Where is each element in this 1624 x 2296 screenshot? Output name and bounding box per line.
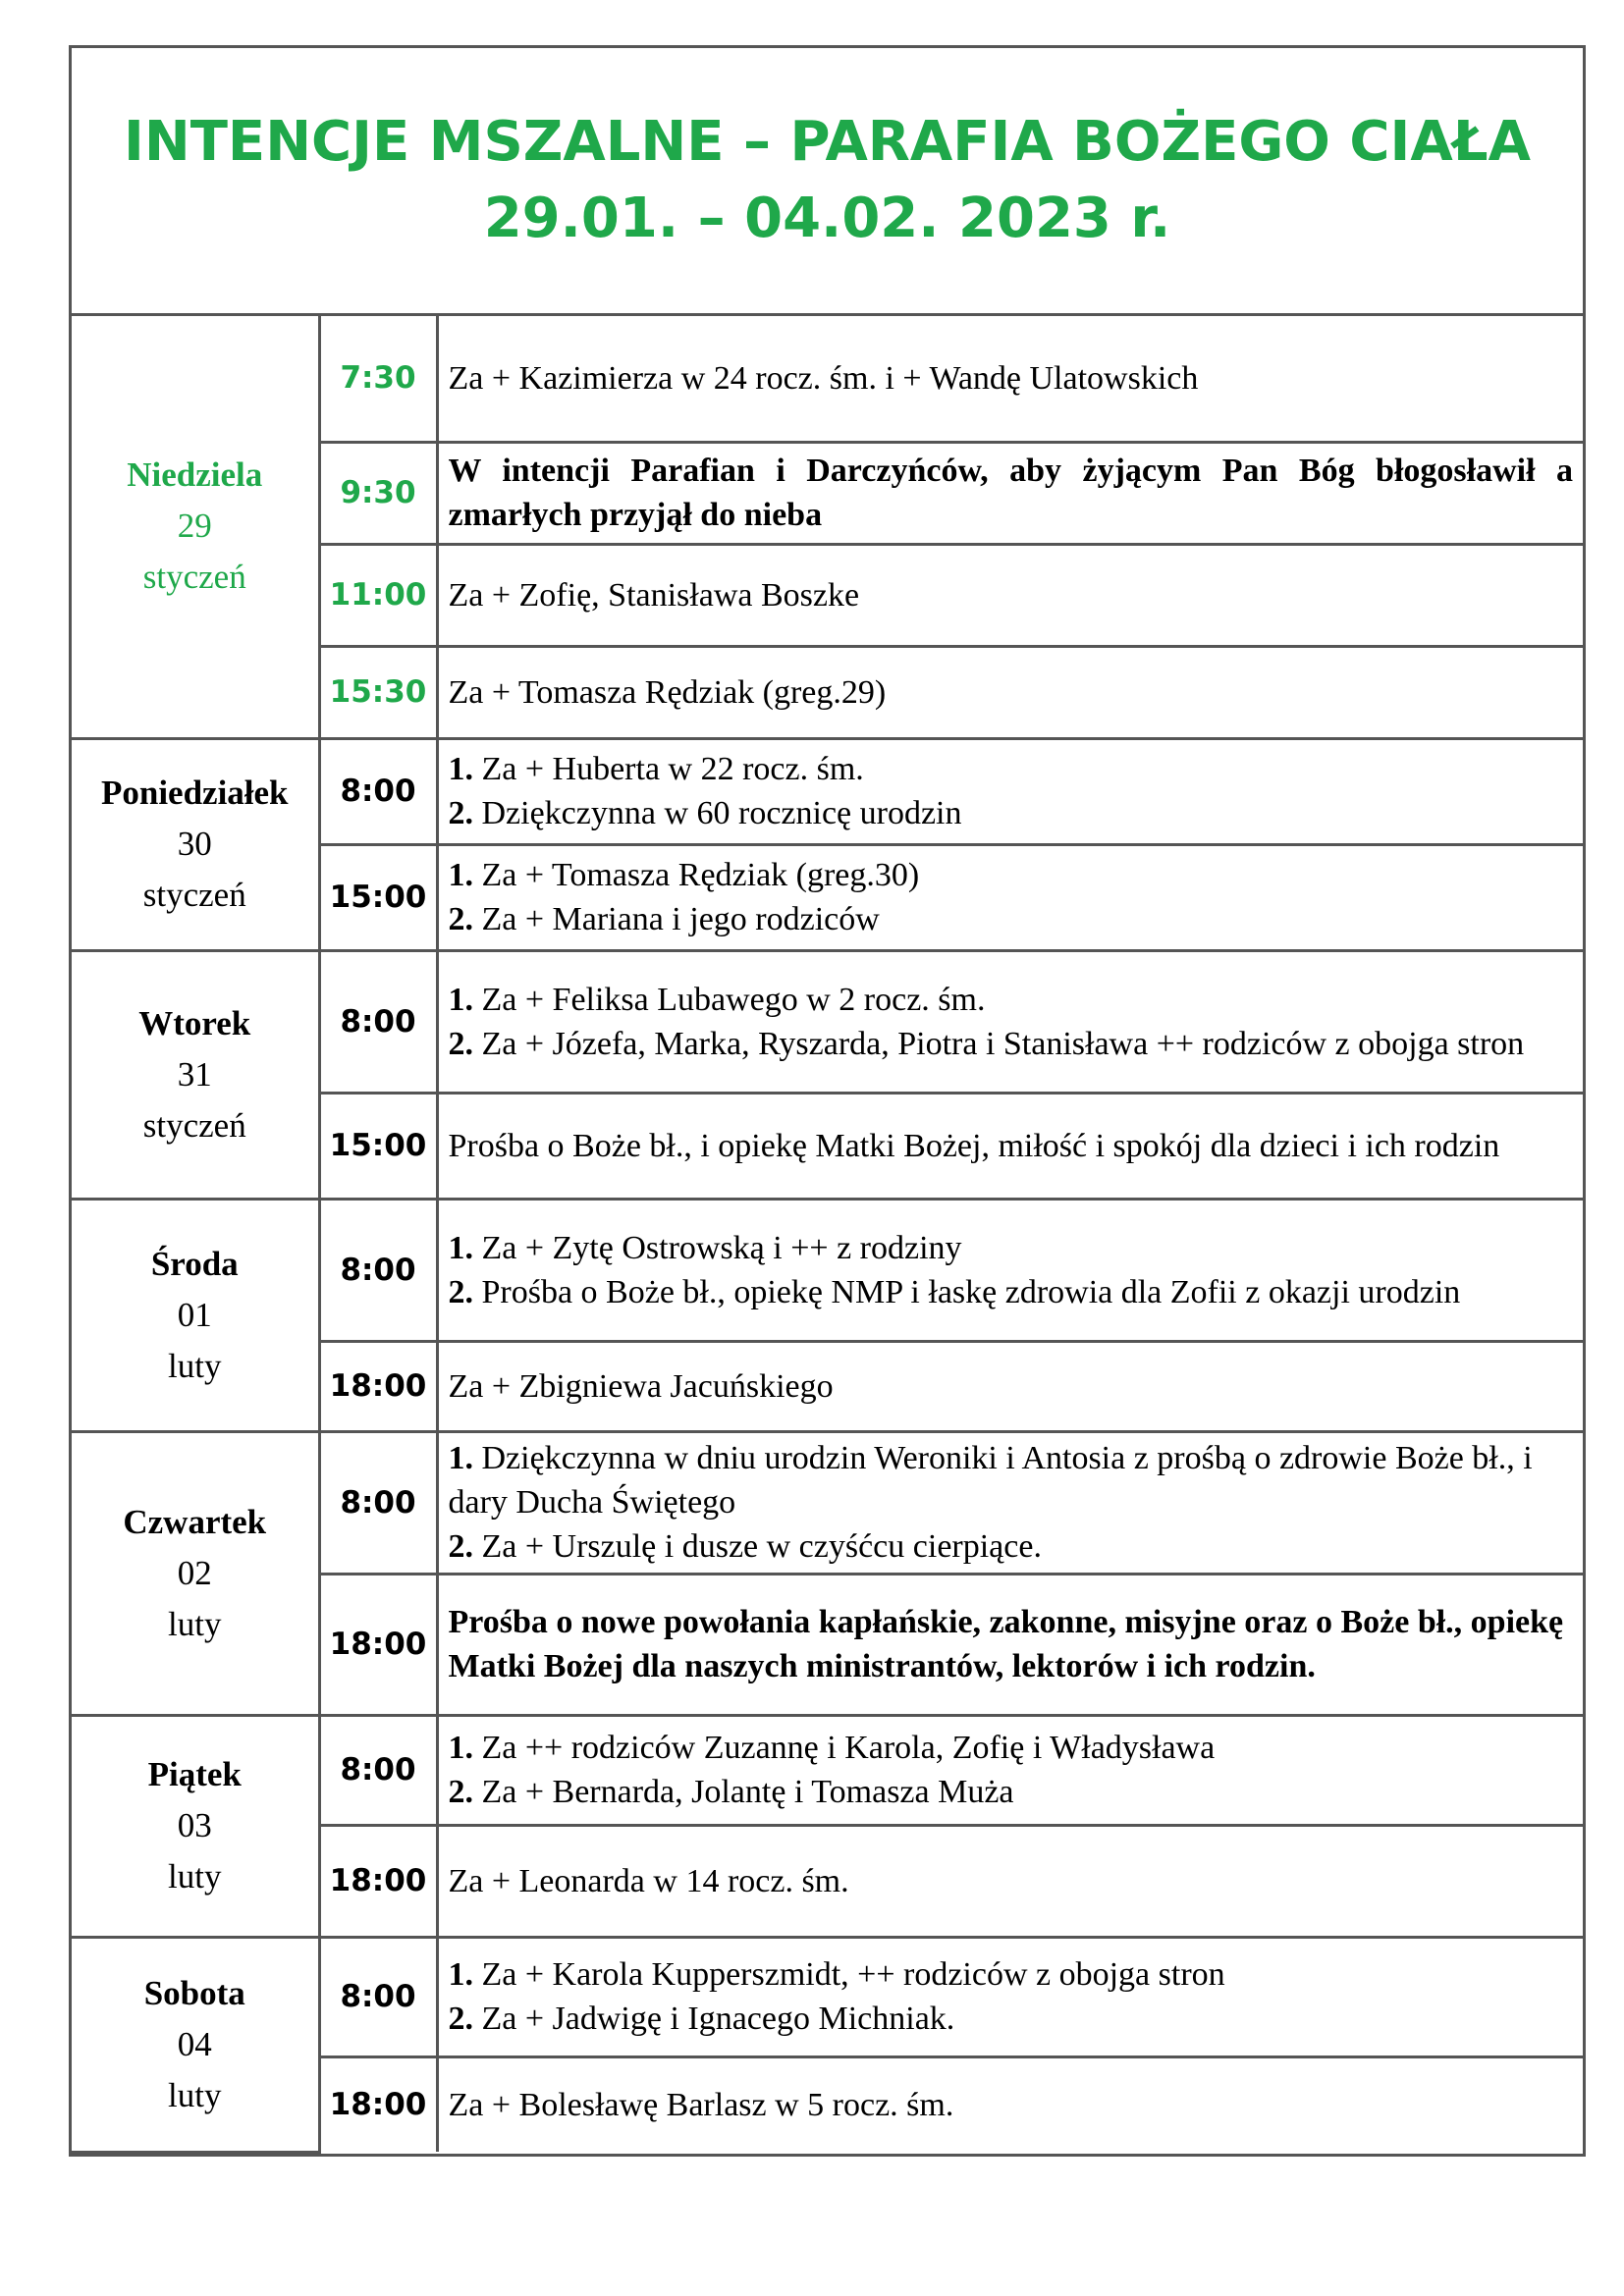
intention xyxy=(437,316,1583,442)
intention xyxy=(437,2056,1583,2152)
mass-time: 15:00 xyxy=(319,844,437,950)
mass-row xyxy=(72,738,1583,844)
intention-line xyxy=(449,1524,1574,1569)
intention xyxy=(437,544,1583,646)
day-cell-niedziela xyxy=(72,316,319,738)
day-month: styczeń xyxy=(142,1105,246,1145)
intention-text: Za + Tomasza Rędziak (greg.30) xyxy=(481,857,920,893)
day-number: 03 xyxy=(177,1806,212,1844)
day-name: Środa xyxy=(150,1244,239,1283)
intention-line xyxy=(449,791,1574,835)
day-month: styczeń xyxy=(142,558,246,597)
mass-row xyxy=(72,1937,1583,2056)
intention-text: Za + Feliksa Lubawego w 2 rocz. śm. xyxy=(481,981,986,1018)
day-month: luty xyxy=(168,1857,222,1896)
intention-number: 1. xyxy=(448,751,473,787)
intention-line xyxy=(449,1226,1574,1270)
intention-text: Prośba o Boże bł., i opiekę Matki Bożej, miłość i spokój dla dzieci i ich rodzin xyxy=(448,1127,1500,1164)
intention-line xyxy=(449,1270,1574,1314)
intention-line xyxy=(449,747,1574,791)
intention-text: Za + Zbigniewa Jacuńskiego xyxy=(448,1367,834,1405)
mass-time: 18:00 xyxy=(319,2056,437,2152)
mass-time: 18:00 xyxy=(319,1574,437,1715)
intention-number: 1. xyxy=(448,1229,473,1266)
intention xyxy=(437,1199,1583,1341)
intention-number: 1. xyxy=(448,1440,473,1476)
title-box xyxy=(72,48,1583,316)
day-month: luty xyxy=(168,2075,222,2114)
intention-text: W intencji Parafian i Darczyńców, aby żyjącym Pan Bóg błogosławił a zmarłych przyjął do nieba xyxy=(448,453,1573,533)
day-name: Sobota xyxy=(143,1973,245,2012)
intention-number: 2. xyxy=(448,1025,473,1062)
intention xyxy=(437,1574,1583,1715)
intention xyxy=(437,738,1583,844)
intention-line xyxy=(449,1997,1574,2041)
mass-time: 11:00 xyxy=(319,544,437,646)
intention-line xyxy=(449,1952,1574,1997)
intention xyxy=(437,1341,1583,1431)
intention-text: Za + Karola Kupperszmidt, ++ rodziców z obojga stron xyxy=(481,1956,1225,1993)
mass-time: 8:00 xyxy=(319,1715,437,1825)
day-number: 01 xyxy=(177,1295,212,1334)
intention-number: 2. xyxy=(448,901,473,937)
mass-row xyxy=(72,316,1583,442)
intention-line xyxy=(449,978,1574,1022)
intention-line xyxy=(449,1022,1574,1066)
intention-text: Za + Huberta w 22 rocz. śm. xyxy=(481,751,864,787)
mass-time: 15:30 xyxy=(319,646,437,738)
mass-time: 18:00 xyxy=(319,1825,437,1937)
day-number: 02 xyxy=(177,1553,212,1592)
intention-text: Za + Leonarda w 14 rocz. śm. xyxy=(448,1862,849,1899)
intention xyxy=(437,1937,1583,2056)
intention xyxy=(437,950,1583,1093)
intention-number: 2. xyxy=(448,795,473,831)
intention xyxy=(437,844,1583,950)
intention-number: 1. xyxy=(448,1730,473,1766)
page-title: INTENCJE MSZALNE – PARAFIA BOŻEGO CIAŁA xyxy=(124,110,1531,174)
intentions-sheet xyxy=(69,45,1586,2157)
mass-time: 9:30 xyxy=(319,442,437,544)
intention-text: Za + Zofię, Stanisława Boszke xyxy=(448,576,860,614)
day-cell-piatek xyxy=(72,1715,319,1937)
intention-line xyxy=(449,1770,1574,1814)
intention-number: 2. xyxy=(448,2001,473,2037)
intention-number: 1. xyxy=(448,857,473,893)
mass-time: 8:00 xyxy=(319,1937,437,2056)
intention-line xyxy=(449,1726,1574,1770)
day-name: Niedziela xyxy=(127,455,263,495)
day-cell-wtorek xyxy=(72,950,319,1199)
intention-text: Dziękczynna w 60 rocznicę urodzin xyxy=(481,795,962,831)
intention-number: 1. xyxy=(448,981,473,1018)
intention xyxy=(437,1715,1583,1825)
intention-line xyxy=(449,897,1574,941)
day-cell-czwartek xyxy=(72,1431,319,1715)
day-name: Czwartek xyxy=(123,1502,267,1541)
intention-text: Za ++ rodziców Zuzannę i Karola, Zofię i Władysława xyxy=(481,1730,1216,1766)
day-number: 04 xyxy=(177,2024,212,2063)
intention-text: Za + Józefa, Marka, Ryszarda, Piotra i Stanisława ++ rodziców z obojga stron xyxy=(481,1025,1525,1062)
intention xyxy=(437,646,1583,738)
schedule-table xyxy=(72,316,1583,2154)
mass-time: 15:00 xyxy=(319,1093,437,1199)
intention-text: Za + Bolesławę Barlasz w 5 rocz. śm. xyxy=(448,2086,954,2123)
intention-text: Prośba o Boże bł., opiekę NMP i łaskę zdrowia dla Zofii z okazji urodzin xyxy=(481,1273,1461,1310)
date-range: 29.01. – 04.02. 2023 r. xyxy=(483,187,1171,250)
intention-line xyxy=(449,853,1574,897)
intention xyxy=(437,442,1583,544)
intention xyxy=(437,1431,1583,1574)
day-name: Poniedziałek xyxy=(100,774,289,812)
intention-text: Za + Urszulę i dusze w czyśćcu cierpiące. xyxy=(481,1528,1042,1565)
mass-time: 8:00 xyxy=(319,1431,437,1574)
intention-number: 2. xyxy=(448,1528,473,1565)
intention-number: 1. xyxy=(448,1956,473,1993)
intention-text: Za + Kazimierza w 24 rocz. śm. i + Wandę Ulatowskich xyxy=(448,359,1199,397)
day-name: Piątek xyxy=(147,1755,242,1793)
mass-time: 8:00 xyxy=(319,950,437,1093)
intention xyxy=(437,1825,1583,1937)
day-month: luty xyxy=(168,1346,222,1385)
intention-text: Za + Jadwigę i Ignacego Michniak. xyxy=(481,2001,955,2037)
day-cell-poniedzialek xyxy=(72,738,319,950)
mass-time: 7:30 xyxy=(319,316,437,442)
mass-time: 18:00 xyxy=(319,1341,437,1431)
day-number: 31 xyxy=(177,1054,212,1094)
mass-time: 8:00 xyxy=(319,738,437,844)
intention-line xyxy=(449,1436,1574,1524)
day-cell-sroda xyxy=(72,1199,319,1431)
mass-row xyxy=(72,1715,1583,1825)
mass-row xyxy=(72,1199,1583,1341)
intention-text: Za + Zytę Ostrowską i ++ z rodziny xyxy=(481,1229,962,1266)
day-cell-sobota xyxy=(72,1937,319,2152)
intention-text: Dziękczynna w dniu urodzin Weroniki i Antosia z prośbą o zdrowie Boże bł., i dary Ducha Świętego xyxy=(448,1440,1533,1521)
day-name: Wtorek xyxy=(138,1003,251,1042)
day-number: 29 xyxy=(177,507,212,546)
intention-text: Za + Bernarda, Jolantę i Tomasza Muża xyxy=(481,1774,1014,1810)
mass-time: 8:00 xyxy=(319,1199,437,1341)
intention-text: Prośba o nowe powołania kapłańskie, zakonne, misyjne oraz o Boże bł., opiekę Matki Bożej dla naszych ministrantów, lektorów i ich rodzin. xyxy=(448,1604,1564,1684)
day-number: 30 xyxy=(177,825,212,863)
intention-number: 2. xyxy=(448,1774,473,1810)
mass-row xyxy=(72,1431,1583,1574)
day-month: styczeń xyxy=(142,876,246,914)
intention-text: Za + Tomasza Rędziak (greg.29) xyxy=(448,673,887,711)
mass-row xyxy=(72,950,1583,1093)
intention xyxy=(437,1093,1583,1199)
intention-number: 2. xyxy=(448,1273,473,1310)
intention-text: Za + Mariana i jego rodziców xyxy=(481,901,880,937)
day-month: luty xyxy=(168,1604,222,1643)
